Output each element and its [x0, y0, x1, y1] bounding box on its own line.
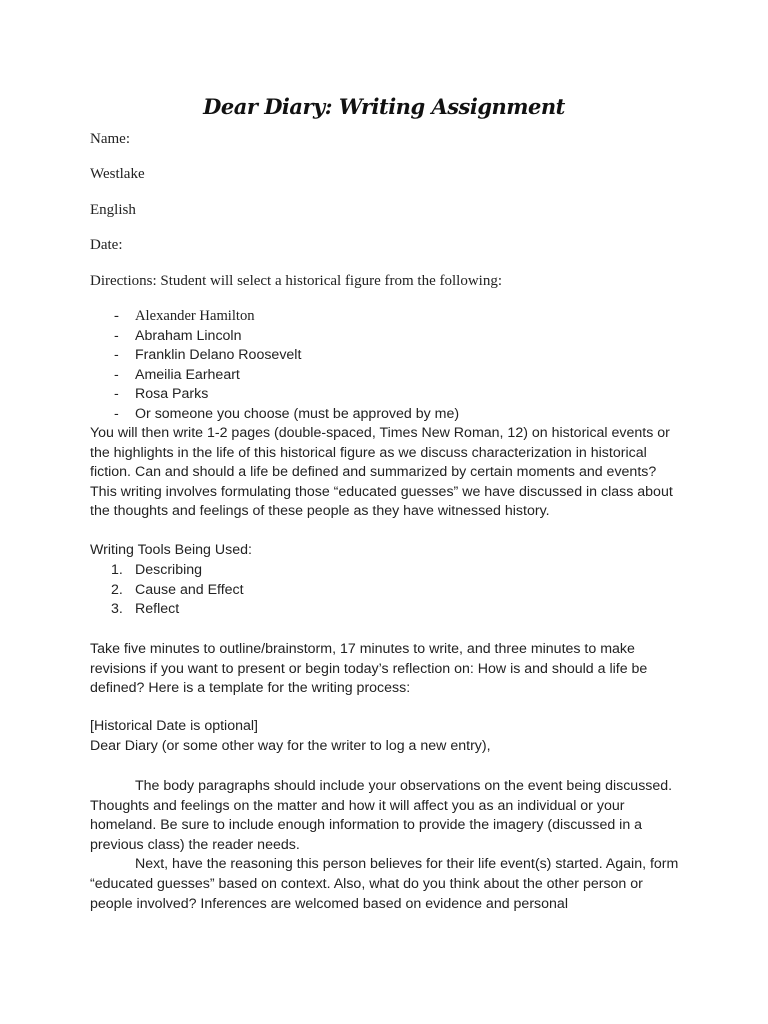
template-salutation: Dear Diary (or some other way for the writer to log a new entry),: [90, 738, 491, 754]
body-paragraph-1: The body paragraphs should include your observations on the event being discussed. Thoughts and feelings on the matter and how it will affect you as an individual or your homeland. Be sure to include enough information to provide the imagery (discussed in a previous class) the reader needs.: [90, 778, 673, 853]
timing-paragraph: Take five minutes to outline/brainstorm, 17 minutes to write, and three minutes to make revisions if you want to present or begin today’s reflection on: How is and should a life be defined? Here is a template for the writing process:: [90, 641, 648, 697]
intro-paragraph: You will then write 1-2 pages (double-spaced, Times New Roman, 12) on historical events or the highlights in the life of this historical figure as we discuss characterization in historical fiction. Can and should a life be defined and summarized by certain moments and events? This writing involves formulating those “educated guesses” we have discussed in class about the thoughts and feelings of these people as they have witnessed history.: [90, 425, 673, 520]
list-dash: -: [114, 327, 119, 344]
document-title: Dear Diary: Writing Assignment: [203, 94, 565, 119]
list-dash: -: [114, 405, 119, 422]
body-paragraph-2: Next, have the reasoning this person believes for their life event(s) started. Again, form “educated guesses” based on context. Also, what do you think about the other person or people involved? Inferences are welcomed based on evidence and personal: [90, 856, 679, 912]
school-line: Westlake: [90, 166, 145, 182]
writing-tools-list: [90, 561, 244, 620]
list-item: - Abraham Lincoln: [90, 327, 459, 347]
list-item: - Alexander Hamilton: [90, 307, 459, 327]
list-item: - Ameilia Earheart: [90, 366, 459, 386]
historical-figures-list: [90, 307, 459, 425]
list-item: - Rosa Parks: [90, 385, 459, 405]
list-item: 2. Cause and Effect: [111, 581, 244, 598]
list-dash: -: [114, 347, 119, 364]
subject-line: English: [90, 202, 136, 218]
date-line: Date:: [90, 237, 123, 253]
template-body: [90, 777, 680, 914]
list-dash: -: [114, 366, 119, 383]
list-dash: -: [114, 308, 119, 324]
list-item: 3. Reflect: [111, 601, 180, 618]
template-date-line: [Historical Date is optional]: [90, 718, 258, 734]
list-dash: -: [114, 386, 119, 403]
list-item: 1. Describing: [111, 562, 203, 578]
list-item: - Franklin Delano Roosevelt: [90, 346, 459, 366]
list-item: - Or someone you choose (must be approved by me): [90, 405, 459, 425]
name-line: Name:: [90, 131, 130, 147]
tools-heading: Writing Tools Being Used:: [90, 542, 252, 558]
directions-text: Directions: Student will select a historical figure from the following:: [90, 273, 502, 289]
